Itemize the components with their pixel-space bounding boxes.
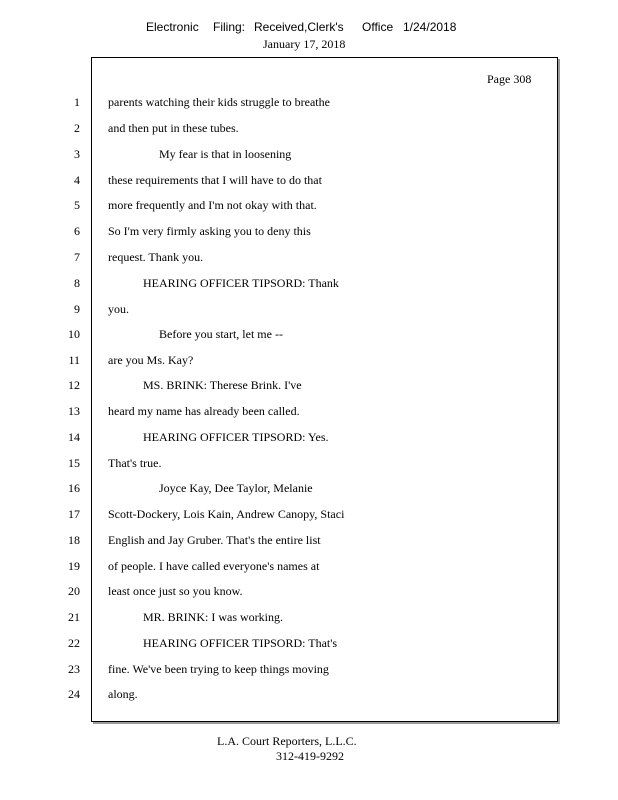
- transcript-line: English and Jay Gruber. That's the entire list: [108, 533, 321, 547]
- transcript-line: are you Ms. Kay?: [108, 353, 194, 367]
- transcript-line: these requirements that I will have to do that: [108, 173, 322, 187]
- filing-stamp-word: Received,Clerk's: [254, 20, 344, 34]
- transcript-line: Before you start, let me --: [159, 327, 283, 341]
- page-number: Page 308: [487, 72, 532, 86]
- transcript-line: So I'm very firmly asking you to deny this: [108, 224, 311, 238]
- transcript-line: of people. I have called everyone's names at: [108, 559, 320, 573]
- line-number: 10: [68, 327, 80, 341]
- line-number: 17: [68, 507, 80, 521]
- line-number: 2: [74, 121, 80, 135]
- transcript-line: request. Thank you.: [108, 250, 204, 264]
- line-number: 22: [68, 636, 80, 650]
- line-number: 24: [68, 687, 80, 701]
- filing-stamp-word: Electronic: [146, 20, 199, 34]
- transcript-line: My fear is that in loosening: [159, 147, 292, 161]
- transcript-line: Joyce Kay, Dee Taylor, Melanie: [159, 481, 313, 495]
- line-number: 21: [68, 610, 80, 624]
- filing-stamp-word: Filing:: [213, 20, 246, 34]
- transcript-line: MR. BRINK: I was working.: [143, 610, 283, 624]
- transcript-line: more frequently and I'm not okay with that.: [108, 198, 317, 212]
- line-number: 11: [68, 353, 80, 367]
- transcript-line: parents watching their kids struggle to breathe: [108, 95, 330, 109]
- line-number: 3: [74, 147, 80, 161]
- line-number: 5: [74, 198, 80, 212]
- transcript-line: That's true.: [108, 456, 162, 470]
- line-number: 12: [68, 378, 80, 392]
- line-number: 8: [74, 276, 80, 290]
- line-number: 15: [68, 456, 80, 470]
- transcript-line: you.: [108, 302, 129, 316]
- hearing-date: January 17, 2018: [263, 37, 346, 51]
- filing-stamp-word: Office: [362, 20, 394, 34]
- transcript-line: and then put in these tubes.: [108, 121, 239, 135]
- line-number: 9: [74, 302, 80, 316]
- line-number: 6: [74, 224, 80, 238]
- line-number: 16: [68, 481, 80, 495]
- transcript-line: HEARING OFFICER TIPSORD: Yes.: [143, 430, 329, 444]
- footer-phone: 312-419-9292: [276, 749, 344, 763]
- line-number: 23: [68, 662, 80, 676]
- line-number: 7: [74, 250, 80, 264]
- line-number: 18: [68, 533, 80, 547]
- line-number: 4: [74, 173, 80, 187]
- transcript-line: along.: [108, 687, 138, 701]
- line-number: 20: [68, 584, 80, 598]
- transcript-line: HEARING OFFICER TIPSORD: Thank: [143, 276, 339, 290]
- transcript-line: fine. We've been trying to keep things moving: [108, 662, 329, 676]
- line-number: 14: [68, 430, 80, 444]
- transcript-line: heard my name has already been called.: [108, 404, 300, 418]
- transcript-line: HEARING OFFICER TIPSORD: That's: [143, 636, 338, 650]
- transcript-line: least once just so you know.: [108, 584, 243, 598]
- footer-company: L.A. Court Reporters, L.L.C.: [217, 734, 357, 748]
- transcript-line: Scott-Dockery, Lois Kain, Andrew Canopy, Staci: [108, 507, 345, 521]
- filing-stamp-date: 1/24/2018: [403, 20, 457, 34]
- line-number: 13: [68, 404, 80, 418]
- line-number: 19: [68, 559, 80, 573]
- transcript-line: MS. BRINK: Therese Brink. I've: [143, 378, 302, 392]
- line-number: 1: [74, 95, 80, 109]
- filing-header: [0, 20, 618, 54]
